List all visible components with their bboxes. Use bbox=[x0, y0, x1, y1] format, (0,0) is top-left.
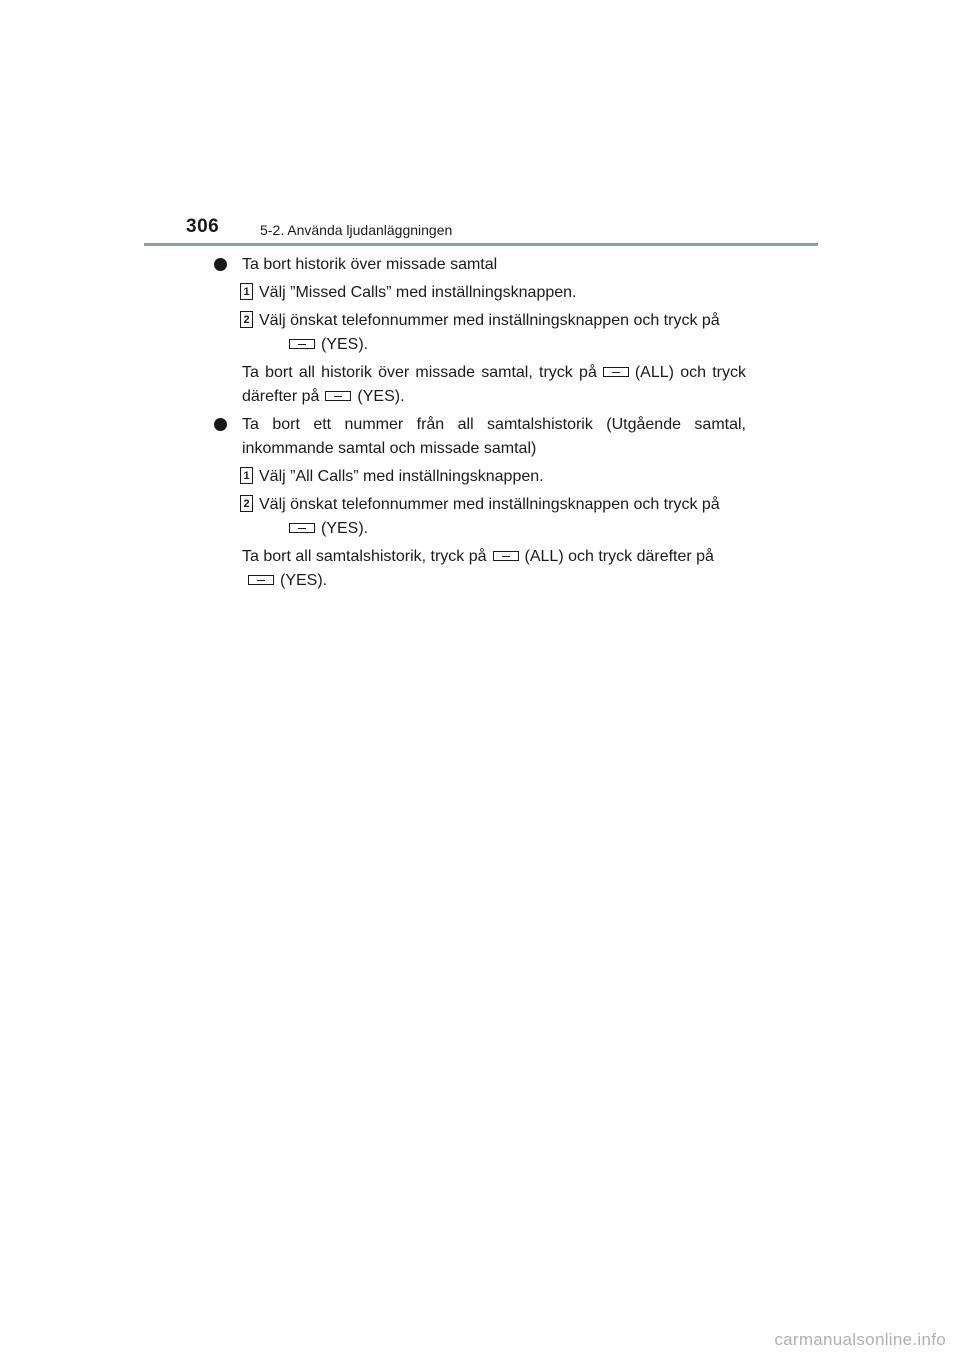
step-1-all bbox=[214, 465, 746, 489]
button-key-icon bbox=[289, 523, 315, 533]
note-text: (ALL) och tryck därefter på bbox=[524, 548, 714, 565]
note-all bbox=[214, 545, 746, 593]
page-content bbox=[214, 253, 746, 593]
button-key-icon bbox=[493, 551, 519, 561]
step-number-badge: 1 bbox=[240, 283, 253, 300]
note-missed bbox=[214, 361, 746, 409]
bullet-all-calls bbox=[214, 413, 746, 461]
step-text-cont: (YES). bbox=[321, 520, 369, 537]
step-text: Välj ”Missed Calls” med inställningsknappen. bbox=[259, 284, 577, 301]
bullet-title: Ta bort ett nummer från all samtalshistorik (Utgående samtal, inkommande samtal och missade samtal) bbox=[242, 416, 746, 457]
bullet-icon bbox=[214, 418, 227, 431]
note-text: (YES). bbox=[280, 572, 328, 589]
note-text: Ta bort all historik över missade samtal, tryck på bbox=[242, 364, 597, 381]
step-number-badge: 2 bbox=[240, 311, 253, 328]
step-text-cont: (YES). bbox=[321, 336, 369, 353]
watermark: carmanualsonline.info bbox=[774, 1330, 946, 1349]
step-number-badge: 1 bbox=[240, 467, 253, 484]
step-2-missed bbox=[214, 309, 746, 357]
bullet-title: Ta bort historik över missade samtal bbox=[242, 256, 498, 273]
note-text: (YES). bbox=[357, 388, 405, 405]
step-number-badge: 2 bbox=[240, 495, 253, 512]
header-divider bbox=[144, 243, 818, 246]
step-1-missed bbox=[214, 281, 746, 305]
page-number: 306 bbox=[186, 216, 220, 237]
note-text: (ALL) och tryck därefter på bbox=[242, 364, 746, 405]
step-text: Välj ”All Calls” med inställningsknappen. bbox=[259, 468, 544, 485]
step-text: Välj önskat telefonnummer med inställningsknappen och tryck på bbox=[259, 496, 720, 513]
note-text: Ta bort all samtalshistorik, tryck på bbox=[242, 548, 487, 565]
button-key-icon bbox=[325, 391, 351, 401]
step-2-all bbox=[214, 493, 746, 541]
page-header bbox=[0, 0, 960, 250]
button-key-icon bbox=[289, 339, 315, 349]
bullet-icon bbox=[214, 258, 227, 271]
section-title: 5-2. Använda ljudanläggningen bbox=[260, 222, 453, 238]
bullet-missed-calls bbox=[214, 253, 746, 277]
step-text: Välj önskat telefonnummer med inställningsknappen och tryck på bbox=[259, 312, 720, 329]
button-key-icon bbox=[603, 367, 629, 377]
button-key-icon bbox=[248, 575, 274, 585]
